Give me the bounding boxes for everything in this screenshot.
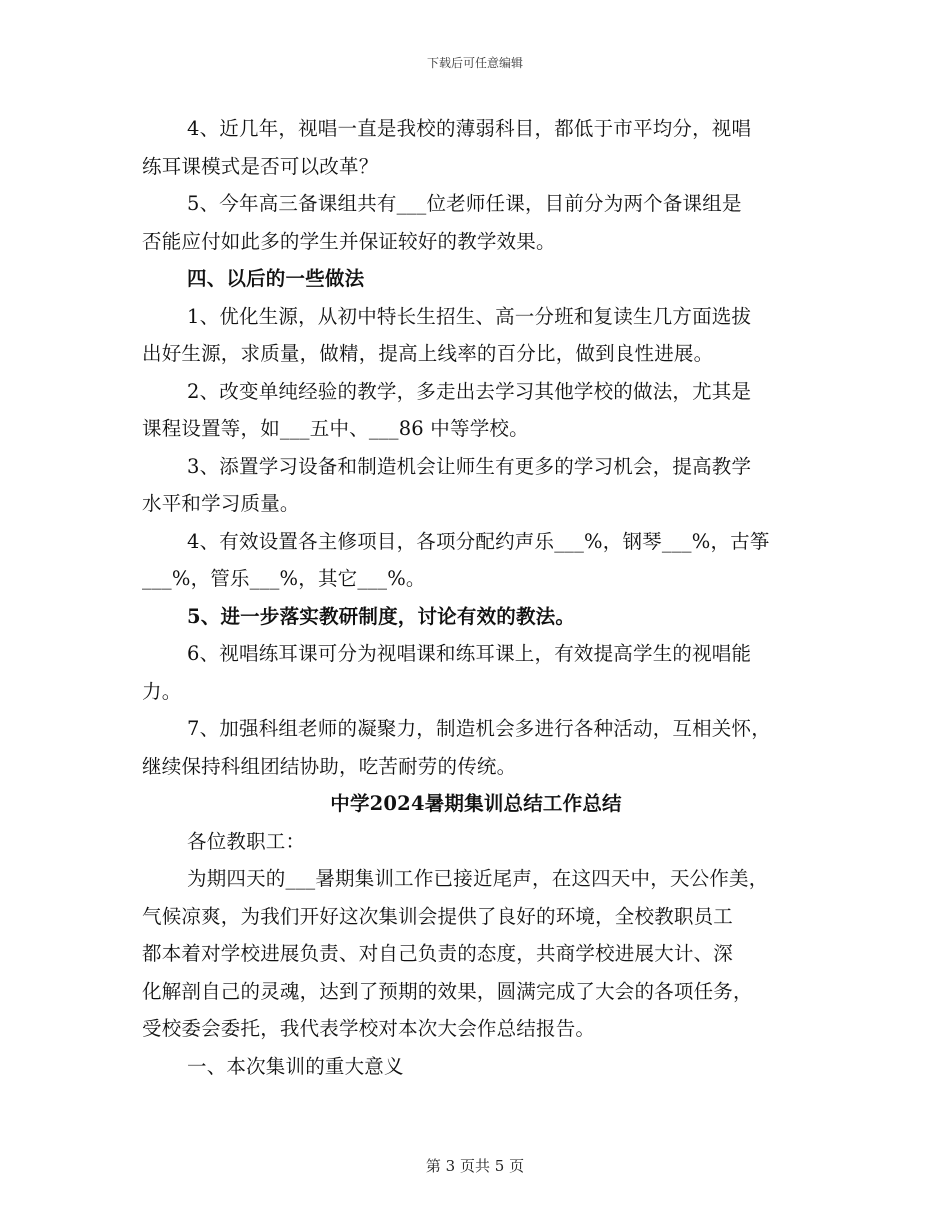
text-line: 5、进一步落实教研制度，讨论有效的教法。: [187, 604, 576, 628]
document-body: [142, 110, 810, 1085]
text-line: 课程设置等，如___五中、___86 中等学校。: [142, 417, 529, 440]
text-line: 7、加强科组老师的凝聚力，制造机会多进行各种活动，互相关怀，: [187, 717, 771, 740]
text-line: 一、本次集训的重大意义: [187, 1054, 404, 1078]
text-line: 4、有效设置各主修项目，各项分配约声乐___%，钢琴___%，古筝: [187, 529, 770, 553]
text-line: 练耳课模式是否可以改革？: [142, 154, 379, 178]
text-line: 化解剖自己的灵魂，达到了预期的效果，圆满完成了大会的各项任务，: [142, 979, 753, 1003]
text-line: 否能应付如此多的学生并保证较好的教学效果。: [142, 229, 556, 253]
text-line: 3、添置学习设备和制造机会让师生有更多的学习机会，提高教学: [187, 454, 752, 478]
text-line: 四、以后的一些做法: [187, 267, 365, 290]
page-footer: 第 3 页共 5 页: [425, 1157, 525, 1175]
text-line: 出好生源，求质量，做精，提高上线率的百分比，做到良性进展。: [142, 342, 714, 365]
text-line: 气候凉爽，为我们开好这次集训会提供了良好的环境，全校教职员工: [142, 904, 734, 928]
text-line: 各位教职工：: [187, 829, 306, 853]
page-header: 下载后可任意编辑: [426, 56, 523, 70]
section-title: 中学2024暑期集训总结工作总结: [330, 792, 622, 815]
text-line: 为期四天的___暑期集训工作已接近尾声，在这四天中，天公作美，: [187, 867, 769, 890]
text-line: 5、今年高三备课组共有___位老师任课，目前分为两个备课组是: [187, 192, 742, 215]
text-line: 水平和学习质量。: [142, 492, 300, 515]
text-line: 4、近几年，视唱一直是我校的薄弱科目，都低于市平均分，视唱: [187, 117, 752, 140]
text-line: 力。: [142, 679, 182, 703]
body-part-1: [142, 110, 810, 785]
text-line: 继续保持科组团结协助，吃苦耐劳的传统。: [142, 754, 517, 778]
text-line: 受校委会委托，我代表学校对本次大会作总结报告。: [142, 1017, 596, 1040]
body-part-2: [142, 823, 810, 1086]
text-line: ___%，管乐___%，其它___%。: [142, 567, 426, 590]
text-line: 都本着对学校进展负责、对自己负责的态度，共商学校进展大计、深: [142, 942, 734, 965]
text-line: 2、改变单纯经验的教学，多走出去学习其他学校的做法，尤其是: [187, 379, 752, 403]
text-line: 1、优化生源，从初中特长生招生、高一分班和复读生几方面选拔: [187, 304, 752, 328]
text-line: 6、视唱练耳课可分为视唱课和练耳课上，有效提高学生的视唱能: [187, 642, 752, 665]
